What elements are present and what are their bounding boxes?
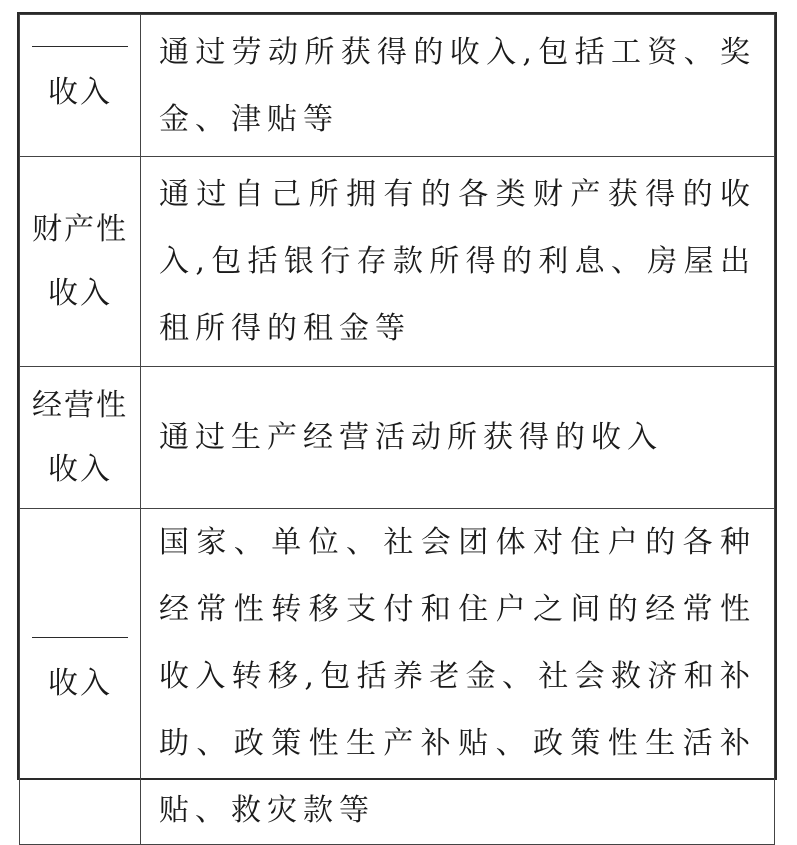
income-description: 通过生产经营活动所获得的收入 [141, 367, 775, 509]
fill-in-blank-line [32, 46, 128, 47]
income-type-cell [20, 509, 141, 845]
income-type-label-line1: 财产性 [32, 211, 128, 247]
income-table [17, 12, 777, 828]
income-type-cell [20, 15, 141, 157]
income-types-table [19, 14, 775, 845]
income-type-label-line1: 经营性 [32, 387, 128, 423]
income-type-cell [20, 157, 141, 367]
income-description: 国家、单位、社会团体对住户的各种经常性转移支付和住户之间的经常性收入转移,包括养老金、社会救济和补助、政策性生产补贴、政策性生活补贴、救灾款等 [141, 509, 775, 845]
fill-in-blank-line [32, 637, 128, 638]
income-type-label-line2: 收入 [48, 275, 112, 311]
table-row [20, 157, 775, 367]
table-row [20, 509, 775, 845]
income-type-cell [20, 367, 141, 509]
income-description: 通过劳动所获得的收入,包括工资、奖金、津贴等 [141, 15, 775, 157]
income-type-label: 收入 [48, 666, 112, 701]
table-row [20, 15, 775, 157]
income-type-label-line2: 收入 [48, 451, 112, 487]
income-description: 通过自己所拥有的各类财产获得的收入,包括银行存款所得的利息、房屋出租所得的租金等 [141, 157, 775, 367]
income-type-label: 收入 [48, 75, 112, 110]
table-row [20, 367, 775, 509]
